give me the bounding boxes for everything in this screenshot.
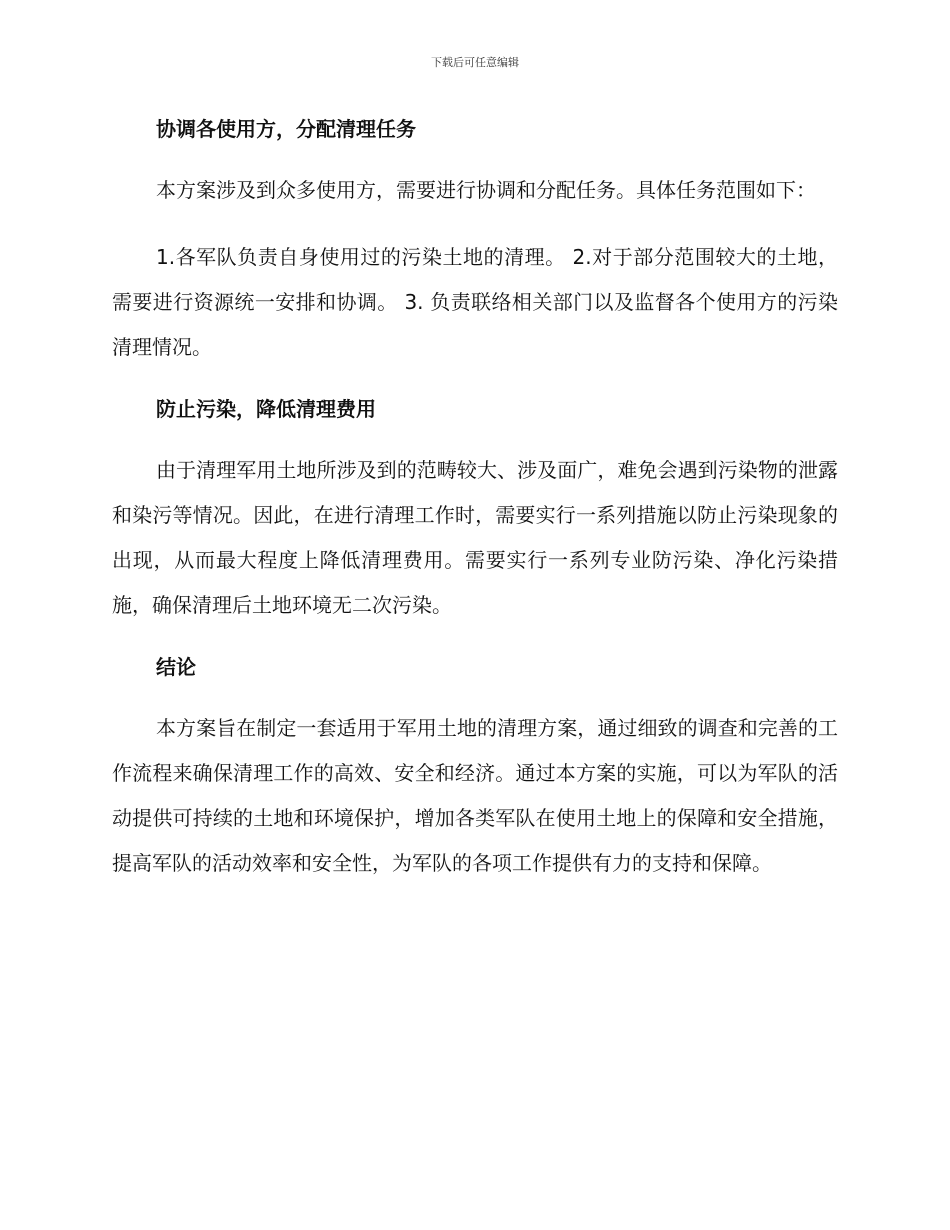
- section-heading: 结论: [156, 655, 196, 679]
- section-heading: 防止污染，降低清理费用: [156, 397, 376, 421]
- paragraph: 1.各军队负责自身使用过的污染土地的清理。 2.对于部分范围较大的土地，需要进行资源统一安排和协调。 3. 负责联络相关部门以及监督各个使用方的污染清理情况。: [112, 245, 838, 359]
- section-pollution-prevention: [112, 392, 838, 628]
- paragraph: 本方案涉及到众多使用方，需要进行协调和分配任务。具体任务范围如下：: [156, 178, 816, 202]
- paragraph: 本方案旨在制定一套适用于军用土地的清理方案，通过细致的调查和完善的工作流程来确保清理工作的高效、安全和经济。通过本方案的实施，可以为军队的活动提供可持续的土地和环境保护，增加各类军队在使用土地上的保障和安全措施，提高军队的活动效率和安全性，为军队的各项工作提供有力的支持和保障。: [112, 716, 838, 875]
- section-heading: 协调各使用方，分配清理任务: [156, 117, 416, 141]
- paragraph: 由于清理军用土地所涉及到的范畴较大、涉及面广，难免会遇到污染物的泄露和染污等情况。因此，在进行清理工作时，需要实行一系列措施以防止污染现象的出现，从而最大程度上降低清理费用。需要实行一系列专业防污染、净化污染措施，确保清理后土地环境无二次污染。: [112, 458, 838, 617]
- document-body: [112, 112, 838, 908]
- section-conclusion: [112, 650, 838, 886]
- page-header: 下载后可任意编辑: [431, 56, 519, 69]
- section-coordination: [112, 112, 838, 370]
